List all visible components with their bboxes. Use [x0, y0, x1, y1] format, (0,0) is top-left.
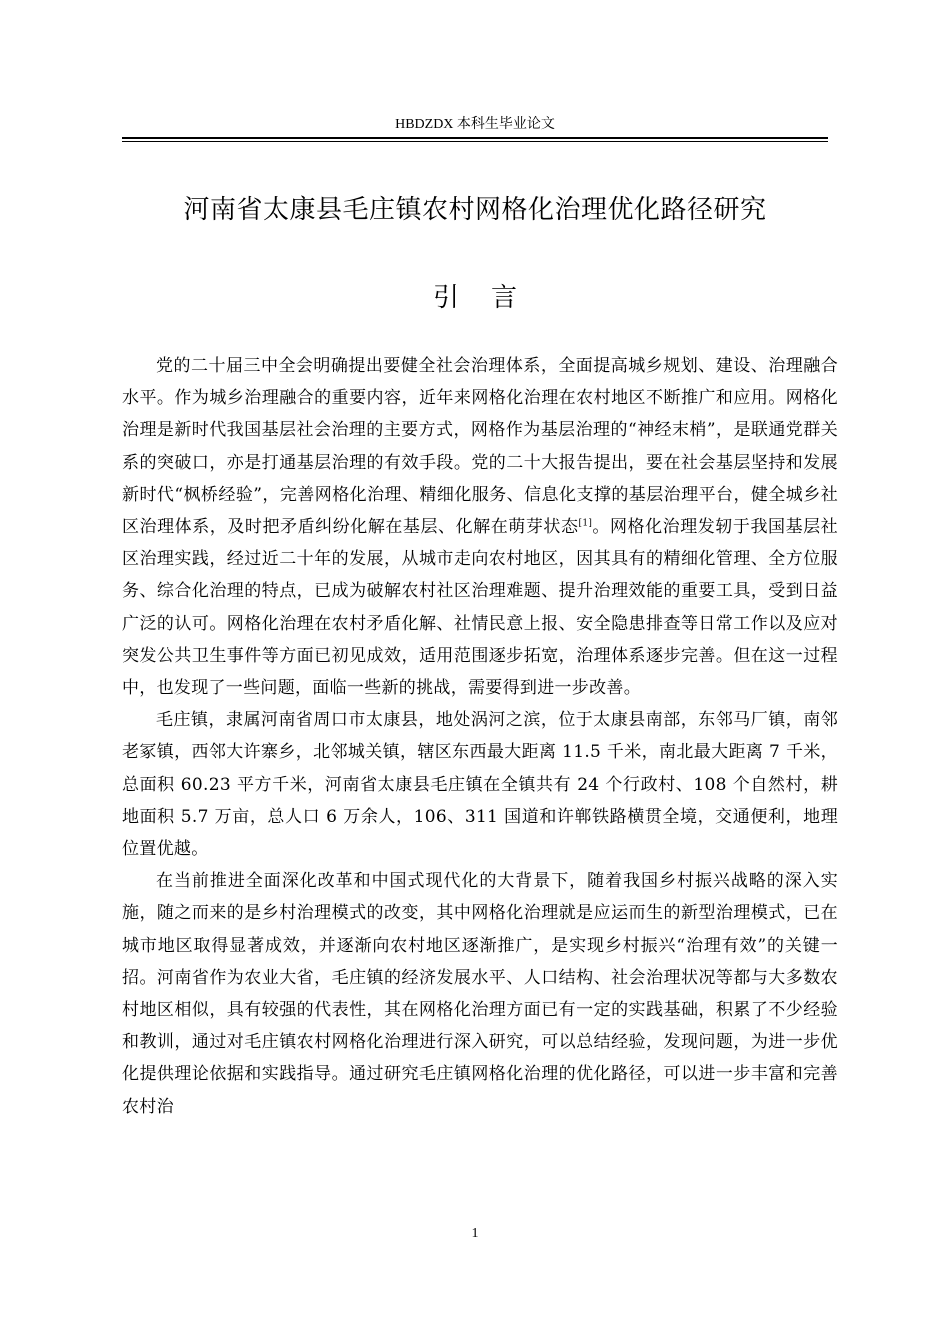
page-number: 1 [471, 1226, 479, 1241]
header-rule-thick [122, 137, 828, 139]
paragraph-1-part-2: 。网格化治理发轫于我国基层社区治理实践，经过近二十年的发展，从城市走向农村地区，因其具有的精细化管理、全方位服务、综合化治理的特点，已成为破解农村社区治理难题、提升治理效能的重要工具，受到日益广泛的认可。网格化治理在农村矛盾化解、社情民意上报、安全隐患排查等日常工作以及应对突发公共卫生事件等方面已初见成效，适用范围逐步拓宽，治理体系逐步完善。但在这一过程中，也发现了一些问题，面临一些新的挑战，需要得到进一步改善。 [122, 517, 838, 699]
thesis-title: 河南省太康县毛庄镇农村网格化治理优化路径研究 [183, 195, 767, 225]
running-header: HBDZDX 本科生毕业论文 [395, 117, 555, 132]
paragraph-3: 在当前推进全面深化改革和中国式现代化的大背景下，随着我国乡村振兴战略的深入实施，随之而来的是乡村治理模式的改变，其中网格化治理就是应运而生的新型治理模式，已在城市地区取得显著成效，并逐渐向农村地区逐渐推广，是实现乡村振兴“治理有效”的关键一招。河南省作为农业大省，毛庄镇的经济发展水平、人口结构、社会治理状况等都与大多数农村地区相似，具有较强的代表性，其在网格化治理方面已有一定的实践基础，积累了不少经验和教训，通过对毛庄镇农村网格化治理进行深入研究，可以总结经验，发现问题，为进一步优化提供理论依据和实践指导。通过研究毛庄镇网格化治理的优化路径，可以进一步丰富和完善农村治 [122, 871, 838, 1117]
citation-marker: [1] [578, 518, 593, 529]
header-rule-thin [122, 141, 828, 142]
paragraph-1 [122, 350, 838, 704]
section-heading: 引言 [432, 283, 549, 313]
paragraph-1-part-1: 党的二十届三中全会明确提出要健全社会治理体系，全面提高城乡规划、建设、治理融合水平。作为城乡治理融合的重要内容，近年来网格化治理在农村地区不断推广和应用。网格化治理是新时代我国基层社会治理的主要方式，网格作为基层治理的“神经末梢”，是联通党群关系的突破口，亦是打通基层治理的有效手段。党的二十大报告提出，要在社会基层坚持和发展新时代“枫桥经验”，完善网格化治理、精细化服务、信息化支撑的基层治理平台，健全城乡社区治理体系，及时把矛盾纠纷化解在基层、化解在萌芽状态 [122, 356, 838, 538]
paragraph-2: 毛庄镇，隶属河南省周口市太康县，地处涡河之滨，位于太康县南部，东邻马厂镇，南邻老冢镇，西邻大许寨乡，北邻城关镇，辖区东西最大距离 11.5 千米，南北最大距离 7 千米，总面积 60.23 平方千米，河南省太康县毛庄镇在全镇共有 24 个行政村、108 个自然村，耕地面积 5.7 万亩，总人口 6 万余人，106、311 国道和许郸铁路横贯全境，交通便利，地理位置优越。 [122, 710, 838, 860]
body-text [122, 350, 838, 1123]
